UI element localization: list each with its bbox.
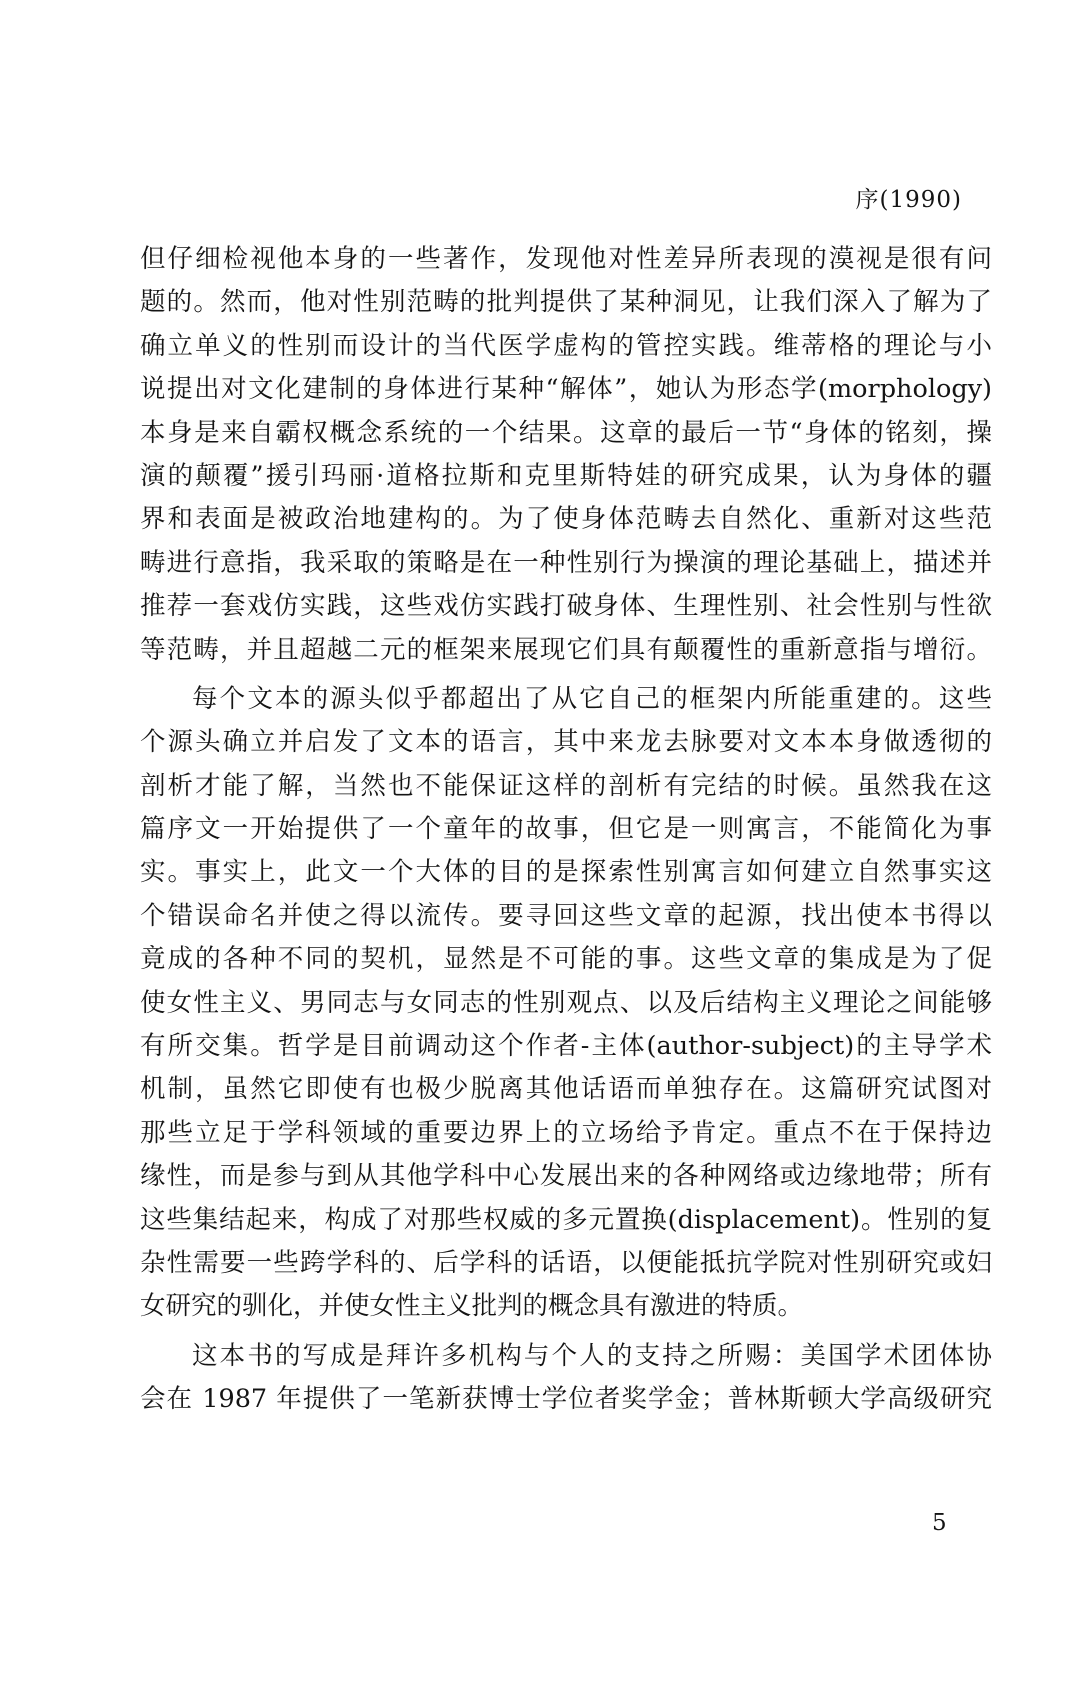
text-line: 杂性需要一些跨学科的、后学科的话语，以便能抵抗学院对性别研究或妇 xyxy=(140,1247,992,1278)
text-line: 会在 1987 年提供了一笔新获博士学位者奖学金；普林斯顿大学高级研究 xyxy=(140,1384,992,1415)
text-line: 说提出对文化建制的身体进行某种“解体”，她认为形态学(morphology) xyxy=(140,374,992,405)
text-line: 畴进行意指，我采取的策略是在一种性别行为操演的理论基础上，描述并 xyxy=(140,547,992,578)
text-line: 确立单义的性别而设计的当代医学虚构的管控实践。维蒂格的理论与小 xyxy=(140,330,992,361)
text-line: 等范畴，并且超越二元的框架来展现它们具有颠覆性的重新意指与增衍。 xyxy=(140,634,992,665)
text-line: 个源头确立并启发了文本的语言，其中来龙去脉要对文本本身做透彻的 xyxy=(140,727,992,758)
paragraph-3 xyxy=(140,1335,992,1422)
text-line: 剖析才能了解，当然也不能保证这样的剖析有完结的时候。虽然我在这 xyxy=(140,770,992,801)
body-text xyxy=(140,238,992,1428)
text-line: 实。事实上，此文一个大体的目的是探索性别寓言如何建立自然事实这 xyxy=(140,857,992,888)
text-line: 这本书的写成是拜许多机构与个人的支持之所赐：美国学术团体协 xyxy=(192,1340,992,1371)
text-line: 竟成的各种不同的契机，显然是不可能的事。这些文章的集成是为了促 xyxy=(140,944,992,975)
text-line: 这些集结起来，构成了对那些权威的多元置换(displacement)。性别的复 xyxy=(140,1204,992,1235)
text-line: 演的颠覆”援引玛丽·道格拉斯和克里斯特娃的研究成果，认为身体的疆 xyxy=(140,460,992,491)
page-number: 5 xyxy=(932,1510,947,1536)
text-line: 每个文本的源头似乎都超出了从它自己的框架内所能重建的。这些 xyxy=(192,683,992,714)
running-header: 序(1990) xyxy=(855,187,962,213)
text-line: 但仔细检视他本身的一些著作，发现他对性差异所表现的漠视是很有问 xyxy=(140,244,992,274)
text-line: 本身是来自霸权概念系统的一个结果。这章的最后一节“身体的铭刻，操 xyxy=(140,417,992,448)
paragraph-2 xyxy=(140,678,992,1329)
text-line: 使女性主义、男同志与女同志的性别观点、以及后结构主义理论之间能够 xyxy=(140,987,992,1018)
text-line: 个错误命名并使之得以流传。要寻回这些文章的起源，找出使本书得以 xyxy=(140,900,992,931)
paragraph-1 xyxy=(140,238,992,672)
text-line: 有所交集。哲学是目前调动这个作者-主体(author-subject)的主导学术 xyxy=(140,1031,992,1062)
text-line: 题的。然而，他对性别范畴的批判提供了某种洞见，让我们深入了解为了 xyxy=(140,287,992,318)
text-line: 那些立足于学科领域的重要边界上的立场给予肯定。重点不在于保持边 xyxy=(140,1117,992,1148)
text-line: 缘性，而是参与到从其他学科中心发展出来的各种网络或边缘地带；所有 xyxy=(140,1161,992,1192)
text-line: 篇序文一开始提供了一个童年的故事，但它是一则寓言，不能简化为事 xyxy=(140,814,992,845)
text-line: 界和表面是被政治地建构的。为了使身体范畴去自然化、重新对这些范 xyxy=(140,504,992,535)
text-line: 机制，虽然它即使有也极少脱离其他话语而单独存在。这篇研究试图对 xyxy=(140,1074,992,1105)
text-line: 推荐一套戏仿实践，这些戏仿实践打破身体、生理性别、社会性别与性欲 xyxy=(140,591,992,622)
text-line: 女研究的驯化，并使女性主义批判的概念具有激进的特质。 xyxy=(140,1291,804,1322)
